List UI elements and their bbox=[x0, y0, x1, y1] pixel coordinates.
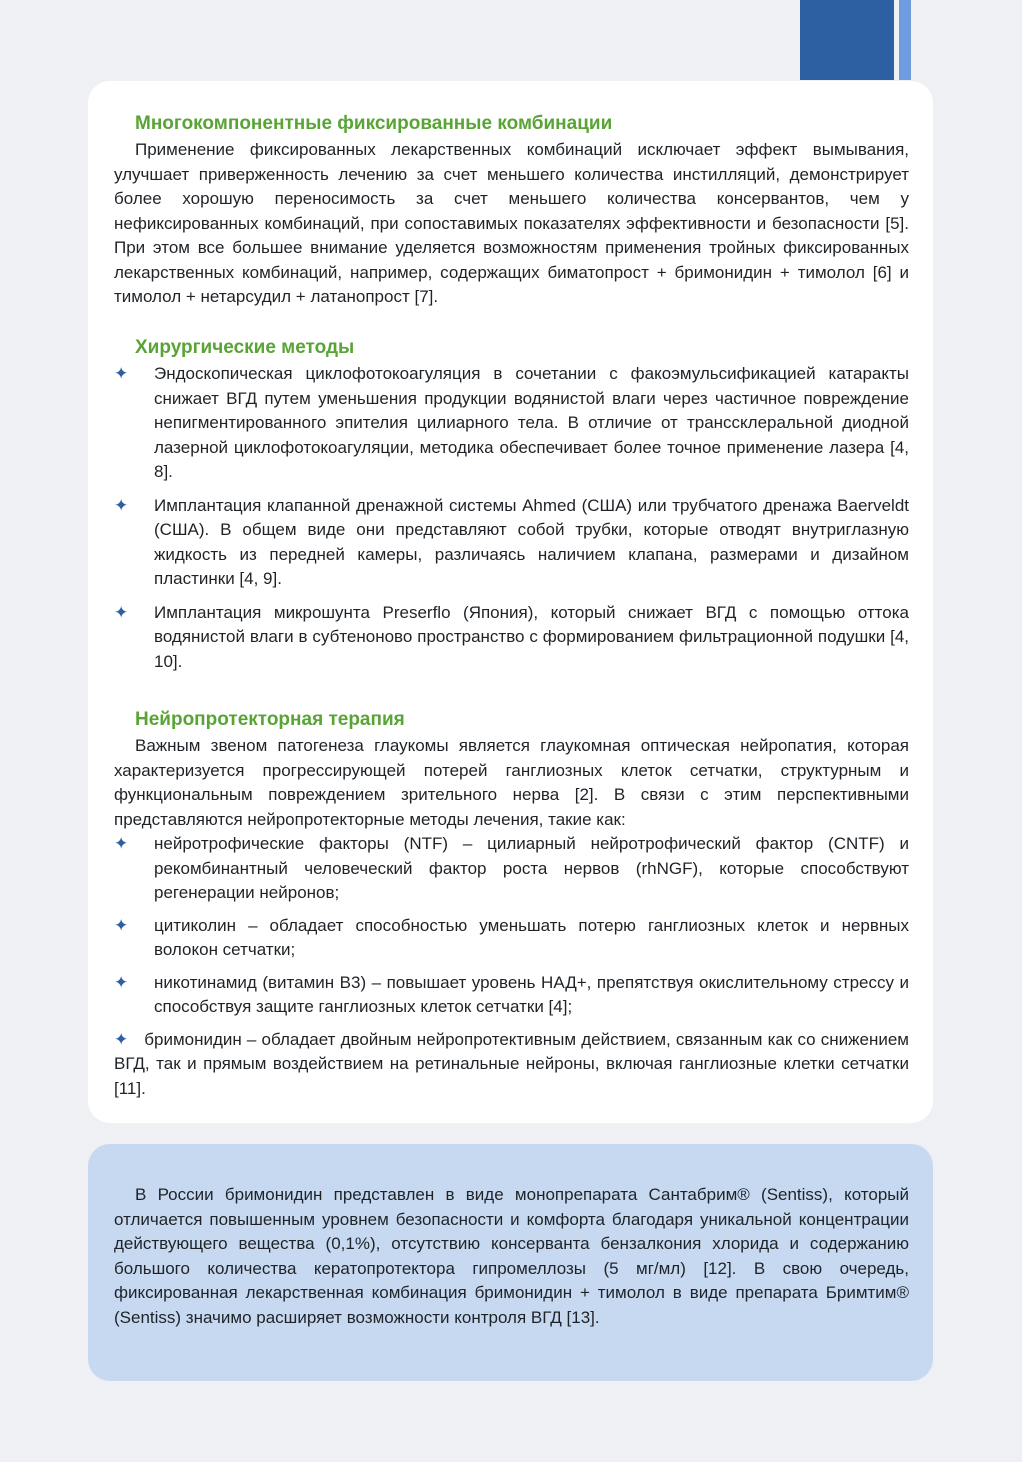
corner-decoration-light bbox=[899, 0, 911, 80]
list-item-wrapped bbox=[114, 1028, 909, 1102]
section-heading: Многокомпонентные фиксированные комбинации bbox=[135, 113, 613, 134]
bullet-icon: ✦ bbox=[114, 495, 129, 515]
section-paragraph: Применение фиксированных лекарственных комбинаций исключает эффект вымывания, улучшает приверженность лечению за счет меньшего количества инстилляций, демонстрирует более хорошую переносимость за счет меньшего количества консервантов, чем у нефиксированных комбинаций, при сопоставимых показателях эффективности и безопасности [5]. При этом все большее внимание уделяется возможностям применения тройных фиксированных лекарственных комбинаций, например, содержащих биматопрост + бримонидин + тимолол [6] и тимолол + нетарсудил + латанопрост [7]. bbox=[114, 140, 909, 306]
list-item bbox=[114, 832, 909, 906]
list-item-text: никотинамид (витамин B3) – повышает уровень НАД+, препятствуя окислительному стрессу и способствуя защите ганглиозных клеток сетчатки [4]; bbox=[154, 972, 909, 1016]
bullet-icon: ✦ bbox=[114, 834, 129, 853]
list-item bbox=[114, 362, 909, 485]
list-item-text: нейротрофические факторы (NTF) – цилиарный нейротрофический фактор (CNTF) и рекомбинантный человеческий фактор роста нервов (rhNGF), которые способствуют регенерации нейронов; bbox=[154, 834, 909, 902]
list-item bbox=[114, 971, 909, 1020]
list-item bbox=[114, 494, 909, 592]
section-heading: Хирургические методы bbox=[135, 337, 355, 358]
section-fixed-combinations bbox=[114, 112, 909, 310]
list-item-text: Имплантация микрошунта Preserflo (Япония), который снижает ВГД с помощью оттока водянистой влаги в субтеноново пространство с формированием фильтрационной подушки [4, 10]. bbox=[154, 602, 909, 671]
section-heading: Нейропротекторная терапия bbox=[135, 709, 405, 730]
bullet-icon: ✦ bbox=[114, 602, 129, 622]
corner-decoration-dark bbox=[800, 0, 894, 80]
note-text: В России бримонидин представлен в виде монопрепарата Сантабрим® (Sentiss), который отличается повышенным уровнем безопасности и комфорта благодаря уникальной концентрации действующего вещества (0,1%), отсутствию консерванта бензалкония хлорида и содержанию большого количества кератопротектора гипромеллозы (5 мг/мл) [12]. В свою очередь, фиксированная лекарственная комбинация бримонидин + тимолол в виде препарата Бримтим® (Sentiss) значимо расширяет возможности контроля ВГД [13]. bbox=[114, 1185, 909, 1327]
neuroprotective-list bbox=[114, 832, 909, 1020]
bullet-icon: ✦ bbox=[114, 364, 129, 383]
bullet-icon: ✦ bbox=[114, 915, 129, 935]
surgical-list bbox=[114, 362, 909, 674]
list-item-text: Эндоскопическая циклофотокоагуляция в сочетании с факоэмульсификацией катаракты снижает ВГД путем уменьшения продукции водянистой влаги через частичное повреждение непигментированного эпителия цилиарного тела. В отличие от транссклеральной диодной лазерной циклофотокоагуляции, методика обеспечивает более точное применение лазера [4, 8]. bbox=[154, 364, 909, 481]
list-item bbox=[114, 601, 909, 675]
list-item-text: бримонидин – обладает двойным нейропротективным действием, связанным как со снижением ВГД, так и прямым воздействием на ретинальные нейроны, включая ганглиозные клетки сетчатки [11]. bbox=[114, 1029, 909, 1098]
section-paragraph: Важным звеном патогенеза глаукомы является глаукомная оптическая нейропатия, которая характеризуется прогрессирующей потерей ганглиозных клеток сетчатки, структурным и функциональным повреждением зрительного нерва [2]. В связи с этим перспективными представляются нейропротекторные методы лечения, такие как: bbox=[114, 736, 909, 829]
list-item bbox=[114, 914, 909, 963]
list-item-text: Имплантация клапанной дренажной системы Ahmed (США) или трубчатого дренажа Baerveldt (США). В общем виде они представляют собой трубки, которые отводят внутриглазную жидкость из передней камеры, различаясь наличием клапана, размерами и дизайном пластинки [4, 9]. bbox=[154, 495, 909, 588]
bullet-icon: ✦ bbox=[114, 1029, 129, 1049]
section-neuroprotective bbox=[114, 708, 909, 1101]
note-block bbox=[114, 1183, 909, 1330]
section-surgical-methods bbox=[114, 336, 909, 674]
list-item-text: цитиколин – обладает способностью уменьшать потерю ганглиозных клеток и нервных волокон сетчатки; bbox=[154, 915, 909, 959]
bullet-icon: ✦ bbox=[114, 972, 129, 992]
